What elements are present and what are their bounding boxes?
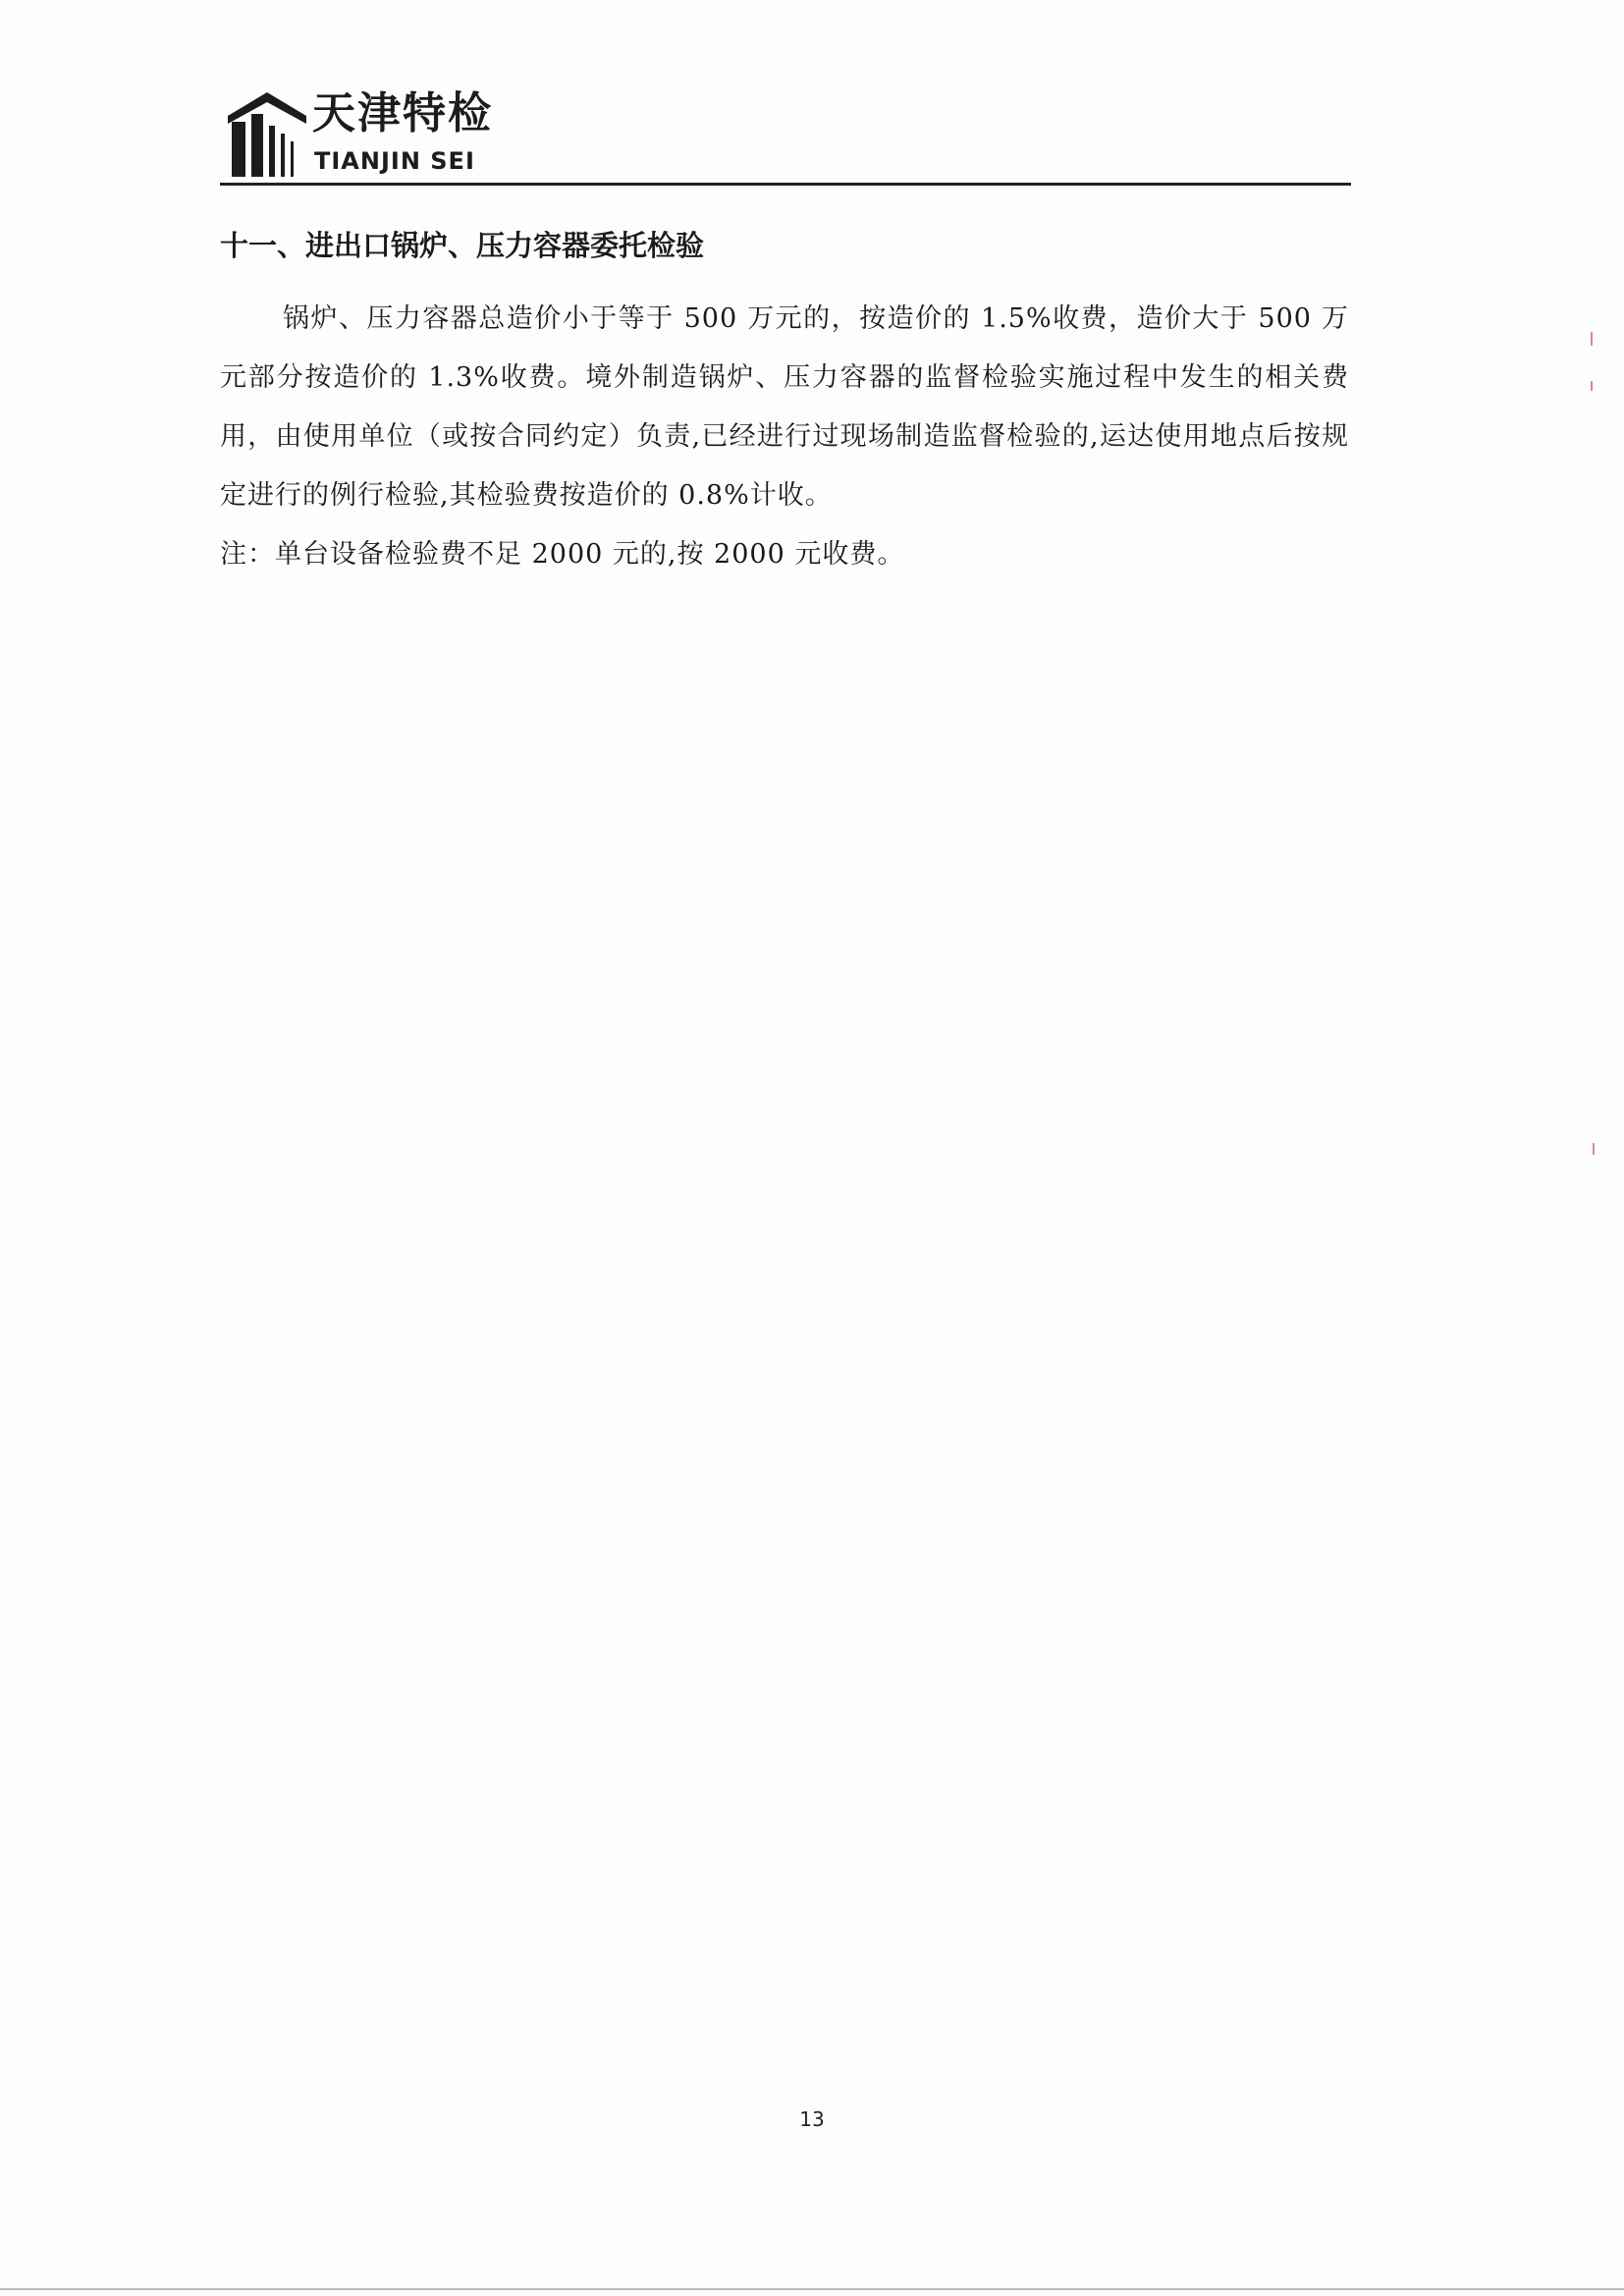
scan-bottom-edge	[0, 2288, 1624, 2290]
company-logo-icon	[228, 86, 306, 177]
logo-text-chinese: 天津特检	[312, 88, 493, 138]
header-divider	[220, 183, 1351, 186]
scan-artifact	[1591, 332, 1593, 346]
page-number: 13	[799, 2107, 825, 2131]
page-content	[220, 229, 1349, 584]
section-title: 十一、进出口锅炉、压力容器委托检验	[220, 229, 705, 262]
logo-text-english: TIANJIN SEI	[314, 147, 475, 175]
section-note: 注：单台设备检验费不足 2000 元的,按 2000 元收费。	[220, 539, 905, 570]
scan-artifact	[1591, 381, 1593, 391]
scan-artifact	[1593, 1143, 1595, 1155]
page-header	[220, 81, 1351, 187]
section-paragraph: 锅炉、压力容器总造价小于等于 500 万元的，按造价的 1.5%收费，造价大于 500 万元部分按造价的 1.3%收费。境外制造锅炉、压力容器的监督检验实施过程中发生的相关费用，由使用单位（或按合同约定）负责,已经进行过现场制造监督检验的,运达使用地点后按规定进行的例行检验,其检验费按造价的 0.8%计收。	[220, 303, 1349, 511]
